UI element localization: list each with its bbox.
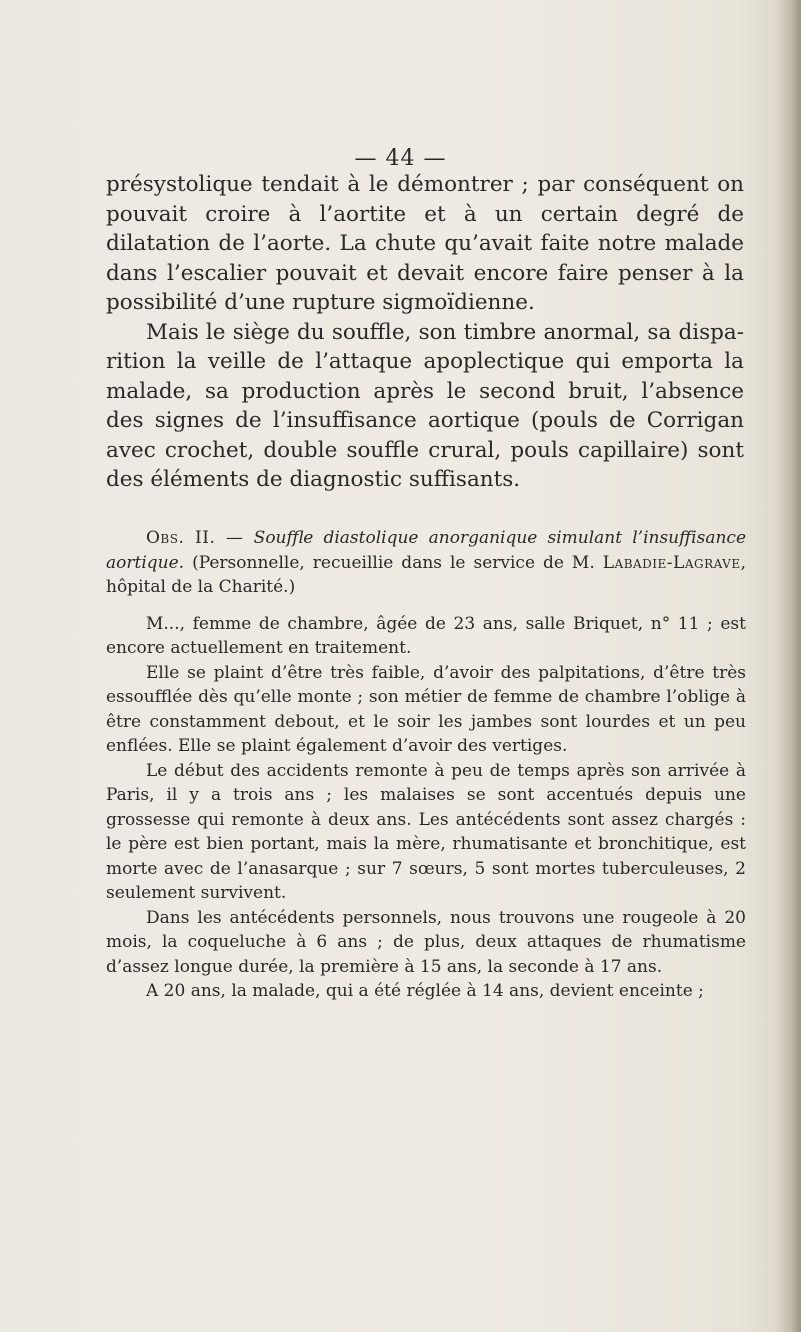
case-paragraph-3: Le début des accidents remonte à peu de temps après son arrivée à Paris, il y a trois ans ; les malaises se sont accentués depuis une grossesse qui remonte à deux ans. Les antécédents sont assez chargés : le père est bien portant, mais la mère, rhumatisante et bronchitique, est morte avec de l’anasarque ; sur 7 sœurs, 5 sont mortes tuberculeuses, 2 seulement survivent. [106,760,746,903]
observation-title: Souffle diastolique anorganique simulant l’insuffisance aortique. [106,528,747,573]
observation-author: Labadie-Lagrave [602,552,741,573]
observation-source-end: , hôpital de la Charité.) [106,552,747,597]
case-paragraph-1: M..., femme de chambre, âgée de 23 ans, salle Briquet, n° 11 ; est encore actuellement en traitement. [106,613,746,658]
paragraph-1: présystolique tendait à le démontrer ; par conséquent on pouvait croire à l’aortite et à un certain degré de dilatation de l’aorte. La chute qu’avait faite notre malade dans l’escalier pouvait et devait encore faire penser à la possibilité d’une rupture sigmoïdienne. [106,172,744,315]
observation-section [106,526,746,1004]
paragraph-2: Mais le siège du souffle, son timbre anormal, sa disparition la veille de l’attaque apoplectique qui emporta la malade, sa production après le second bruit, l’absence des signes de l’insuffisance aortique (pouls de Corrigan avec crochet, double souffle crural, pouls capillaire) sont des éléments de diagnostic suffisants. [106,319,744,492]
observation-header [106,526,746,600]
page-number: — 44 — [354,146,447,171]
page-edge-shadow [775,0,801,1332]
observation-source: (Personnelle, recueillie dans le service de M. [192,552,595,573]
case-paragraph-2: Elle se plaint d’être très faible, d’avoir des palpitations, d’être très essoufflée dès qu’elle monte ; son métier de femme de chambre l’oblige à être constamment debout, et le soir les jambes sont lourdes et un peu enflées. Elle se plaint également d’avoir des vertiges. [106,662,746,756]
observation-label: Obs. II. — [146,528,244,548]
case-paragraph-4: Dans les antécédents personnels, nous trouvons une rougeole à 20 mois, la coqueluche à 6 ans ; de plus, deux attaques de rhumatisme d’assez longue durée, la première à 15 ans, la seconde à 17 ans. [106,907,746,977]
case-paragraph-5: A 20 ans, la malade, qui a été réglée à 14 ans, devient enceinte ; [146,981,704,1001]
main-text [106,170,744,495]
